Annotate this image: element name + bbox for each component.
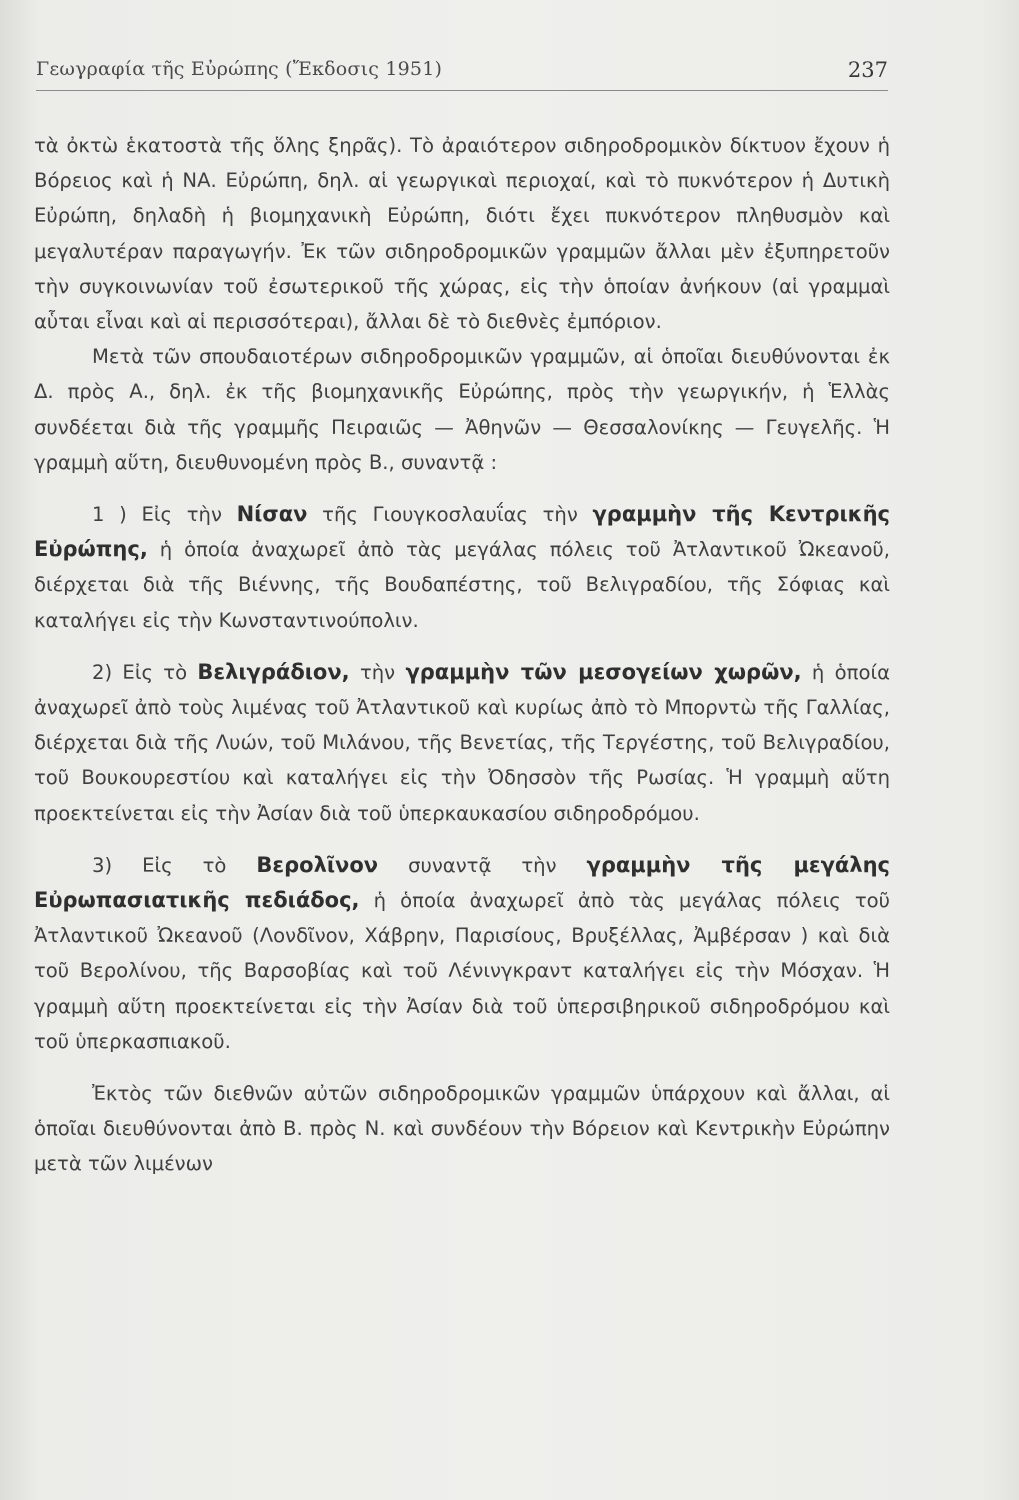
page-number: 237 bbox=[847, 58, 888, 82]
p3-lead: 1 ) Εἰς τὴν bbox=[92, 503, 237, 527]
p4-lead: 2) Εἰς τὸ bbox=[92, 660, 198, 684]
paragraph-3 bbox=[34, 497, 890, 638]
p5-mid: συναντᾷ τὴν bbox=[378, 853, 587, 877]
p5-city-berlin: Βερολῖνον bbox=[256, 852, 379, 877]
p3-line-central-europe: γραμμὴν τῆς Κεντρικῆς Εὐρώπης, bbox=[34, 502, 890, 562]
paragraph-2 bbox=[34, 339, 890, 480]
paragraph-4 bbox=[34, 655, 890, 831]
paragraph-1: τὰ ὀκτὼ ἑκατοστὰ τῆς ὅλης ξηρᾶς). Τὸ ἀραιότερον σιδηροδρομικὸν δίκτυον ἔχουν ἡ Βόρειος καὶ ἡ ΝΑ. Εὐρώπη, δηλ. αἱ γεωργικαὶ περιοχαί, καὶ τὸ πυκνότερον ἡ Δυτικὴ Εὐρώπη, δηλαδὴ ἡ βιομηχανικὴ Εὐρώπη, διότι ἔχει πυκνότερον πληθυσμὸν καὶ μεγαλυτέραν παραγωγήν. Ἐκ τῶν σιδηροδρομικῶν γραμμῶν ἄλλαι μὲν ἐξυπηρετοῦν τὴν συγκοινωνίαν τοῦ ἐσωτερικοῦ τῆς χώρας, εἰς τὴν ὁποίαν ἀνήκουν (αἱ γραμμαὶ αὗται εἶναι καὶ αἱ περισσότεραι), ἄλλαι δὲ τὸ διεθνὲς ἐμπόριον. bbox=[34, 134, 890, 334]
p3-city-nis: Νίσαν bbox=[236, 502, 308, 527]
running-title: Γεωγραφία τῆς Εὐρώπης (Ἔκδοσις 1951) bbox=[36, 58, 443, 80]
p3-mid: τῆς Γιουγκοσλαυΐας τὴν bbox=[307, 503, 593, 527]
p4-mid: τὴν bbox=[349, 660, 406, 684]
p5-lead: 3) Εἰς τὸ bbox=[92, 853, 257, 877]
paragraph-2-text: Μετὰ τῶν σπουδαιοτέρων σιδηροδρομικῶν γραμμῶν, αἱ ὁποῖαι διευθύνονται ἐκ Δ. πρὸς Α., δηλ. ἐκ τῆς βιομηχανικῆς Εὐρώπης, πρὸς τὴν γεωργικήν, ἡ Ἑλλὰς συνδέεται διὰ τῆς γραμμῆς Πειραιῶς — Ἀθηνῶν — Θεσσαλονίκης — Γευγελῆς. Ἡ γραμμὴ αὕτη, διευθυνομένη πρὸς Β., συναντᾷ : bbox=[34, 345, 890, 474]
paragraph-6: Ἐκτὸς τῶν διεθνῶν αὐτῶν σιδηροδρομικῶν γραμμῶν ὑπάρχουν καὶ ἄλλαι, αἱ ὁποῖαι διευθύνονται ἀπὸ Β. πρὸς Ν. καὶ συνδέουν τὴν Βόρειον καὶ Κεντρικὴν Εὐρώπην μετὰ τῶν λιμένων bbox=[34, 1082, 890, 1176]
p4-line-mediterranean: γραμμὴν τῶν μεσογείων χωρῶν, bbox=[405, 659, 802, 684]
p3-rest: ἡ ὁποία ἀναχωρεῖ ἀπὸ τὰς μεγάλας πόλεις τοῦ Ἀτλαντικοῦ Ὠκεανοῦ, διέρχεται διὰ τῆς Βιέννης, τῆς Βουδαπέστης, τοῦ Βελιγραδίου, τῆς Σόφιας καὶ καταλήγει εἰς τὴν Κωνσταντινούπολιν. bbox=[34, 538, 890, 632]
body-text bbox=[34, 128, 890, 1182]
paragraph-5 bbox=[34, 848, 890, 1059]
p4-city-belgrade: Βελιγράδιον, bbox=[197, 659, 350, 684]
p4-rest: ἡ ὁποία ἀναχωρεῖ ἀπὸ τοὺς λιμένας τοῦ Ἀτλαντικοῦ καὶ κυρίως ἀπὸ τὸ Μπορντὼ τῆς Γαλλίας, διέρχεται διὰ τῆς Λυών, τοῦ Μιλάνου, τῆς Βενετίας, τῆς Τεργέστης, τοῦ Βελιγραδίου, τοῦ Βουκουρεστίου καὶ καταλήγει εἰς τὴν Ὀδησσὸν τῆς Ρωσίας. Ἡ γραμμὴ αὕτη προεκτείνεται εἰς τὴν Ἀσίαν διὰ τοῦ ὑπερκαυκασίου σιδηροδρόμου. bbox=[34, 660, 890, 825]
p5-rest: ἡ ὁποία ἀναχωρεῖ ἀπὸ τὰς μεγάλας πόλεις τοῦ Ἀτλαντικοῦ Ὠκεανοῦ (Λονδῖνον, Χάβρην, Παρισίους, Βρυξέλλας, Ἀμβέρσαν ) καὶ διὰ τοῦ Βερολίνου, τῆς Βαρσοβίας καὶ τοῦ Λένινγκραντ καταλήγει εἰς τὴν Μόσχαν. Ἡ γραμμὴ αὕτη προεκτείνεται εἰς τὴν Ἀσίαν διὰ τοῦ ὑπερσιβηρικοῦ σιδηροδρόμου καὶ τοῦ ὑπερκασπιακοῦ. bbox=[34, 889, 890, 1053]
page-header bbox=[36, 56, 888, 91]
p5-line-eurasian-plain: γραμμὴν τῆς μεγάλης Εὐρωπασιατικῆς πεδιάδος, bbox=[34, 852, 891, 913]
